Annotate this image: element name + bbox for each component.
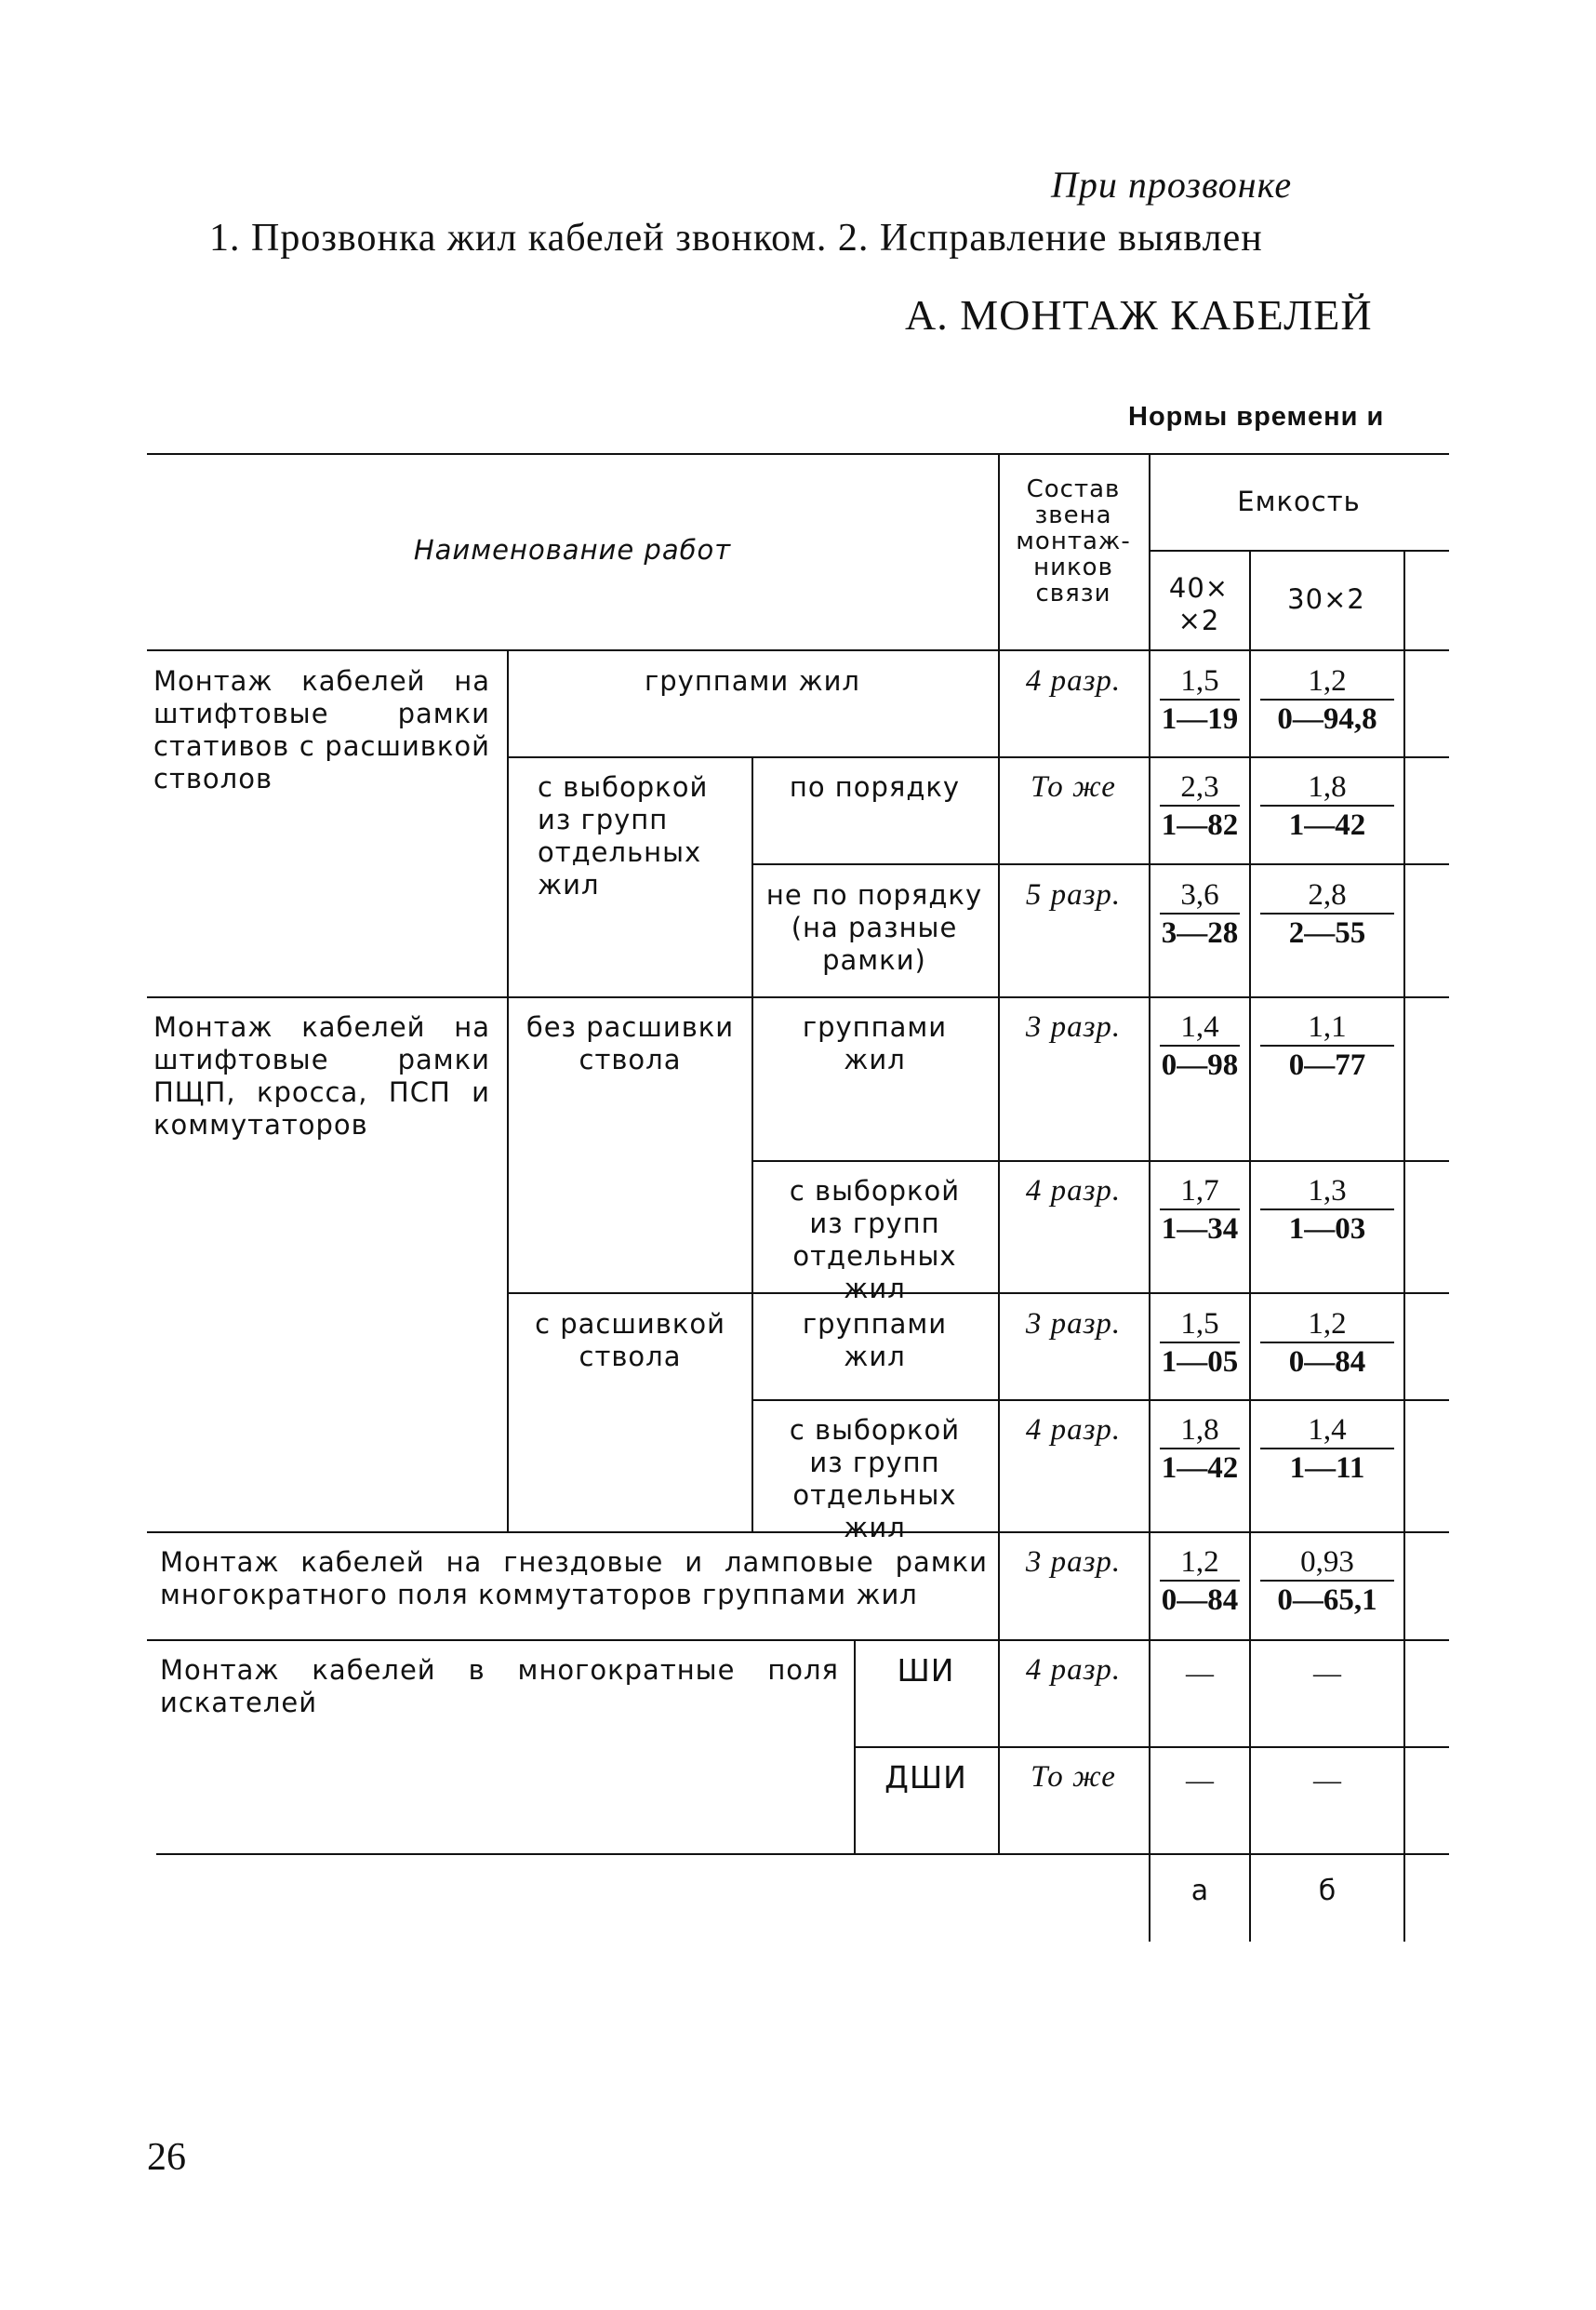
- g1-not-in-order: не по порядку (на разные рамки): [765, 879, 983, 976]
- header-work-name: Наименование работ: [413, 534, 732, 566]
- row3-value-b: [1251, 877, 1403, 952]
- value-num: 1,2: [1160, 1544, 1240, 1582]
- rule: [147, 996, 1449, 998]
- rule: [156, 1853, 1449, 1855]
- rule: [147, 649, 1449, 651]
- rule: [998, 453, 1000, 1853]
- row10-value-b: —: [1313, 1765, 1341, 1796]
- value-num: 2,8: [1260, 877, 1394, 915]
- row6-value-b: [1251, 1306, 1403, 1381]
- value-num: 1,2: [1260, 663, 1394, 701]
- row1-team: 4 разр.: [1025, 664, 1122, 698]
- row4-team: 3 разр.: [1025, 1010, 1122, 1044]
- row5-team: 4 разр.: [1025, 1174, 1122, 1208]
- value-den: 0—84: [1288, 1345, 1366, 1379]
- row9-value-a: —: [1186, 1658, 1214, 1689]
- value-den: 0—77: [1288, 1048, 1366, 1082]
- value-num: 1,8: [1160, 1412, 1240, 1449]
- value-num: 1,7: [1160, 1173, 1240, 1210]
- italic-heading: При прозвонке: [1051, 164, 1293, 206]
- row2-value-a: [1150, 769, 1249, 844]
- value-den: 1—42: [1288, 808, 1366, 842]
- header-col-a: 40× ×2: [1168, 572, 1230, 636]
- value-num: 1,5: [1160, 1306, 1240, 1343]
- row9-value-b: —: [1313, 1658, 1341, 1689]
- g2-with-unstitch: с расшивкой ствола: [535, 1308, 725, 1372]
- value-den: 1—19: [1161, 702, 1239, 736]
- row7-value-b: [1251, 1412, 1403, 1487]
- value-den: 1—34: [1161, 1212, 1239, 1246]
- value-num: 3,6: [1160, 877, 1240, 915]
- row3-value-a: [1150, 877, 1249, 952]
- row4-value-a: [1150, 1009, 1249, 1084]
- row7-team: 4 разр.: [1025, 1413, 1122, 1447]
- column-ref-a: а: [1190, 1875, 1209, 1907]
- value-den: 1—05: [1161, 1345, 1239, 1379]
- column-ref-b: б: [1318, 1875, 1337, 1907]
- rule: [507, 756, 1449, 758]
- rule: [147, 453, 1449, 455]
- value-den: 1—03: [1288, 1212, 1366, 1246]
- value-den: 1—42: [1161, 1451, 1239, 1485]
- g1-with-selection: с выборкой из групп отдельных жил: [538, 771, 709, 901]
- row1-value-b: [1251, 663, 1403, 738]
- row10-team: То же: [1031, 1760, 1116, 1794]
- section-title: А. МОНТАЖ КАБЕЛЕЙ: [905, 291, 1373, 339]
- row8-value-a: [1150, 1544, 1249, 1619]
- group1-name: Монтаж кабелей на штифтовые рамки стативов с расшивкой стволов: [153, 665, 490, 794]
- value-den: 0—94,8: [1277, 702, 1377, 736]
- g2-groups-of-wires: группами жил: [802, 1011, 948, 1075]
- row2-team: То же: [1031, 770, 1116, 804]
- value-num: 0,93: [1260, 1544, 1394, 1582]
- header-capacity: Емкость: [1237, 486, 1361, 517]
- value-den: 1—82: [1161, 808, 1239, 842]
- rule: [751, 1399, 1449, 1401]
- value-num: 1,5: [1160, 663, 1240, 701]
- row1-value-a: [1150, 663, 1249, 738]
- value-num: 1,4: [1260, 1412, 1394, 1449]
- row6-team: 3 разр.: [1025, 1307, 1122, 1341]
- rule: [751, 863, 1449, 865]
- rule: [147, 1639, 1449, 1641]
- rule: [751, 1160, 1449, 1162]
- row5-value-a: [1150, 1173, 1249, 1248]
- header-team: Состав звена монтаж-ников связи: [1016, 475, 1131, 608]
- group4-name: Монтаж кабелей в многократные поля искателей: [160, 1654, 839, 1718]
- g2-without-unstitch: без расшивки ствола: [525, 1011, 735, 1075]
- group2-name: Монтаж кабелей на штифтовые рамки ПЩП, кросса, ПСП и коммутаторов: [153, 1011, 490, 1141]
- value-den: 1—11: [1289, 1451, 1365, 1485]
- row10-value-a: —: [1186, 1765, 1214, 1796]
- value-num: 1,2: [1260, 1306, 1394, 1343]
- g2-groups-of-wires-b: группами жил: [802, 1308, 948, 1372]
- value-den: 0—65,1: [1277, 1583, 1377, 1617]
- row4-value-b: [1251, 1009, 1403, 1084]
- row5-value-b: [1251, 1173, 1403, 1248]
- value-num: 1,3: [1260, 1173, 1394, 1210]
- row2-value-b: [1251, 769, 1403, 844]
- rule: [507, 1292, 1449, 1294]
- row8-value-b: [1251, 1544, 1403, 1619]
- value-den: 3—28: [1161, 916, 1239, 950]
- g1-groups-of-wires: группами жил: [645, 665, 860, 697]
- row6-value-a: [1150, 1306, 1249, 1381]
- rule: [854, 1746, 1449, 1748]
- description-line: 1. Прозвонка жил кабелей звонком. 2. Исправление выявлен: [209, 217, 1263, 260]
- value-num: 2,3: [1160, 769, 1240, 807]
- g2-with-selection: с выборкой из групп отдельных жил: [789, 1175, 961, 1304]
- page-number: 26: [147, 2136, 186, 2179]
- rule: [507, 649, 509, 1531]
- rule: [1403, 550, 1405, 1942]
- g4-shi: ШИ: [897, 1652, 955, 1689]
- g1-in-order: по порядку: [789, 771, 961, 803]
- row9-team: 4 разр.: [1025, 1653, 1122, 1687]
- group3-name: Монтаж кабелей на гнездовые и ламповые рамки многократного поля коммутаторов группами жил: [160, 1546, 988, 1610]
- g4-dshi: ДШИ: [884, 1759, 967, 1796]
- value-num: 1,4: [1160, 1009, 1240, 1047]
- row8-team: 3 разр.: [1025, 1545, 1122, 1579]
- header-col-b: 30×2: [1287, 583, 1365, 615]
- g2-with-selection-b: с выборкой из групп отдельных жил: [789, 1414, 961, 1543]
- value-den: 0—84: [1161, 1583, 1239, 1617]
- row3-team: 5 разр.: [1025, 878, 1122, 912]
- value-den: 0—98: [1161, 1048, 1239, 1082]
- value-num: 1,8: [1260, 769, 1394, 807]
- rule: [751, 756, 753, 1531]
- value-num: 1,1: [1260, 1009, 1394, 1047]
- row7-value-a: [1150, 1412, 1249, 1487]
- value-den: 2—55: [1288, 916, 1366, 950]
- norms-caption: Нормы времени и: [1128, 402, 1385, 432]
